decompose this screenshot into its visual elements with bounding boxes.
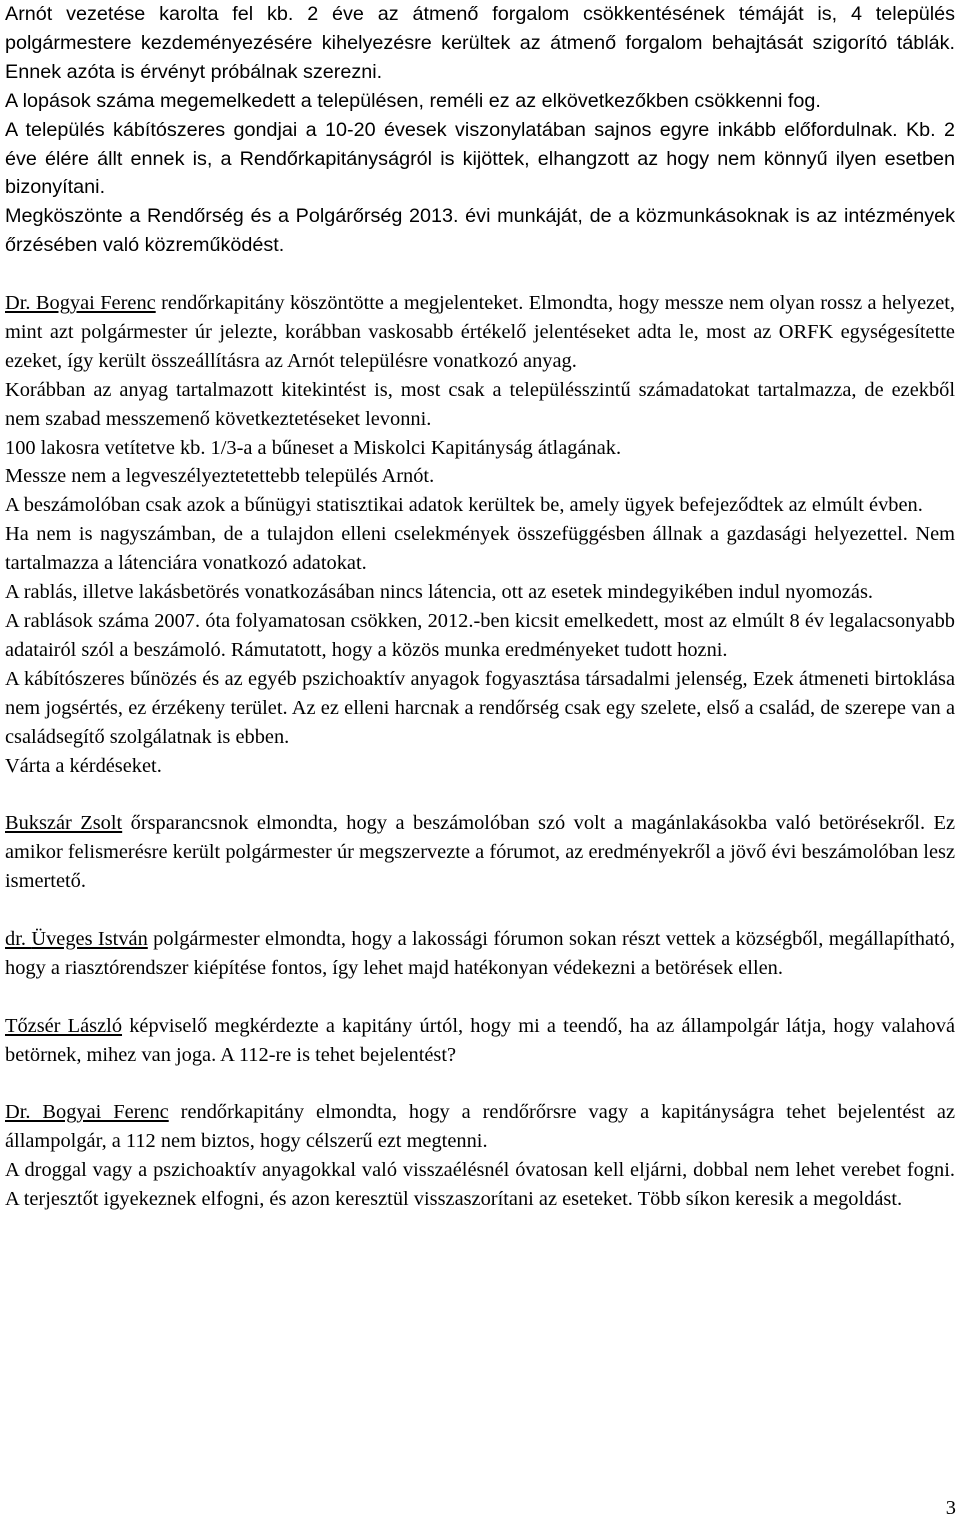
speaker-text: rendőrkapitány elmondta, hogy a rendőrőrsre vagy a kapitányságra tehet bejelentést az állampolgár, a 112 nem biztos, hogy célszerű ezt megtenni. (5, 1101, 956, 1153)
speaker-text: polgármester elmondta, hogy a lakossági fórumon sokan részt vettek a községből, megállapítható, hogy a riasztórendszer kiépítése fontos, így lehet majd hatékonyan védekezni a betörések ellen. (5, 927, 955, 979)
paragraph-police-chief-greeting (5, 289, 955, 376)
speaker-text: őrsparancsnok elmondta, hogy a beszámolóban szó volt a magánlakásokba való betörésekről. Ez amikor felismerésre került polgármester úr megszervezte a fórumot, az eredményekről a jövő évi beszámolóban lesz ismertető. (5, 812, 955, 893)
paragraph-questions: Várta a kérdéseket. (5, 754, 162, 777)
spacer (5, 1069, 955, 1098)
paragraph-traffic-signs: Arnót vezetése karolta fel kb. 2 éve az átmenő forgalom csökkentésének témáját is, 4 település polgármestere kezdeményezésére kihelyezésre kerültek az átmenő forgalom behajtását szigorító táblák. Ennek azóta is érvényt próbálnak szerezni. (5, 3, 955, 83)
paragraph-per-100: 100 lakosra vetítetve kb. 1/3-a a bűneset a Miskolci Kapitányság átlagának. (5, 436, 622, 459)
speaker-name: Dr. Bogyai Ferenc (5, 292, 156, 315)
paragraph-robbery-trend: A rablások száma 2007. óta folyamatosan csökken, 2012.-ben kicsit emelkedett, most az elmúlt 8 év legalacsonyabb adatairól szól a beszámoló. Rámutatott, hogy a közös munka eredményeket tudott hozni. (5, 610, 955, 661)
spacer (5, 260, 955, 289)
speaker-name: Tőzsér László (5, 1014, 123, 1037)
paragraph-thanks: Megköszönte a Rendőrség és a Polgárőrség 2013. évi munkáját, de a közmunkásoknak is az intézmények őrzésében való közreműködést. (5, 205, 955, 257)
spacer (5, 983, 955, 1012)
paragraph-property-crimes: Ha nem is nagyszámban, de a tulajdon elleni cselekmények összefüggésben állnak a gazdasági helyezettel. Nem tartalmazza a látenciára vonatkozó adatokat. (5, 523, 955, 575)
paragraph-drug-problems: A település kábítószeres gondjai a 10-20 évesek viszonylatában sajnos egyre inkább előfordulnak. Kb. 2 éve élére állt ennek is, a Rendőrkapitányságról is kijöttek, elhangzott az hogy nem könnyű ilyen esetben bizonyítani. (5, 118, 955, 199)
paragraph-statistics: A beszámolóban csak azok a bűnügyi statisztikai adatok kerültek be, amely ügyek befejeződtek az elmúlt évben. (5, 494, 923, 517)
speaker-name: Dr. Bogyai Ferenc (5, 1101, 169, 1124)
speaker-text: képviselő megkérdezte a kapitány úrtól, hogy mi a teendő, ha az állampolgár látja, hogy valahová betörnek, mihez van joga. A 112-re is tehet bejelentést? (5, 1014, 955, 1066)
speaker-prefix: dr. (5, 927, 32, 950)
spacer (5, 896, 955, 925)
document-page (5, 0, 955, 1214)
paragraph-material-scope: Korábban az anyag tartalmazott kitekintést is, most csak a településszintű számadatokat tartalmazza, de ezekből nem szabad messzemenő következtetéseket levonni. (5, 378, 955, 430)
paragraph-thefts: A lopások száma megemelkedett a településen, reméli ez az elkövetkezőkben csökkenni fog. (5, 89, 821, 112)
page-number: 3 (945, 1497, 956, 1519)
paragraph-tozser (5, 1012, 955, 1070)
paragraph-drug-crime: A kábítószeres bűnözés és az egyéb pszichoaktív anyagok fogyasztása társadalmi jelenség, Ezek átmeneti birtoklása nem jogsértés, ez érzékeny terület. Az ez elleni harcnak a rendőrség csak egy szelete, első a család, de szerepe van a családsegítő szolgálatnak is ebben. (5, 667, 955, 748)
paragraph-not-endangered: Messze nem a legveszélyeztetettebb település Arnót. (5, 465, 435, 488)
speaker-name: Bukszár Zsolt (5, 812, 123, 835)
paragraph-police-chief-answer (5, 1098, 955, 1156)
speaker-text: rendőrkapitány köszöntötte a megjelenteket. Elmondta, hogy messze nem olyan rossz a helyezet, mint azt polgármester úr jelezte, korábban vaskosabb értékelő jelentéseket adta le, most az ORFK egységesítette ezeket, így került összeállításra az Arnót településre vonatkozó anyag. (5, 292, 956, 372)
paragraph-bukszar (5, 809, 955, 896)
speaker-name: Üveges István (31, 927, 148, 950)
spacer (5, 780, 955, 809)
paragraph-drug-handling: A droggal vagy a pszichoaktív anyagokkal való visszaélésnél óvatosan kell eljárni, dobbal nem lehet verebet fogni. A terjesztőt igyekeznek elfogni, és azon keresztül visszaszorítani az eseteket. Több síkon keresik a megoldást. (5, 1159, 955, 1211)
paragraph-robbery-latency: A rablás, illetve lakásbetörés vonatkozásában nincs látencia, ott az esetek mindegyikében indul nyomozás. (5, 581, 874, 604)
paragraph-mayor (5, 925, 955, 983)
